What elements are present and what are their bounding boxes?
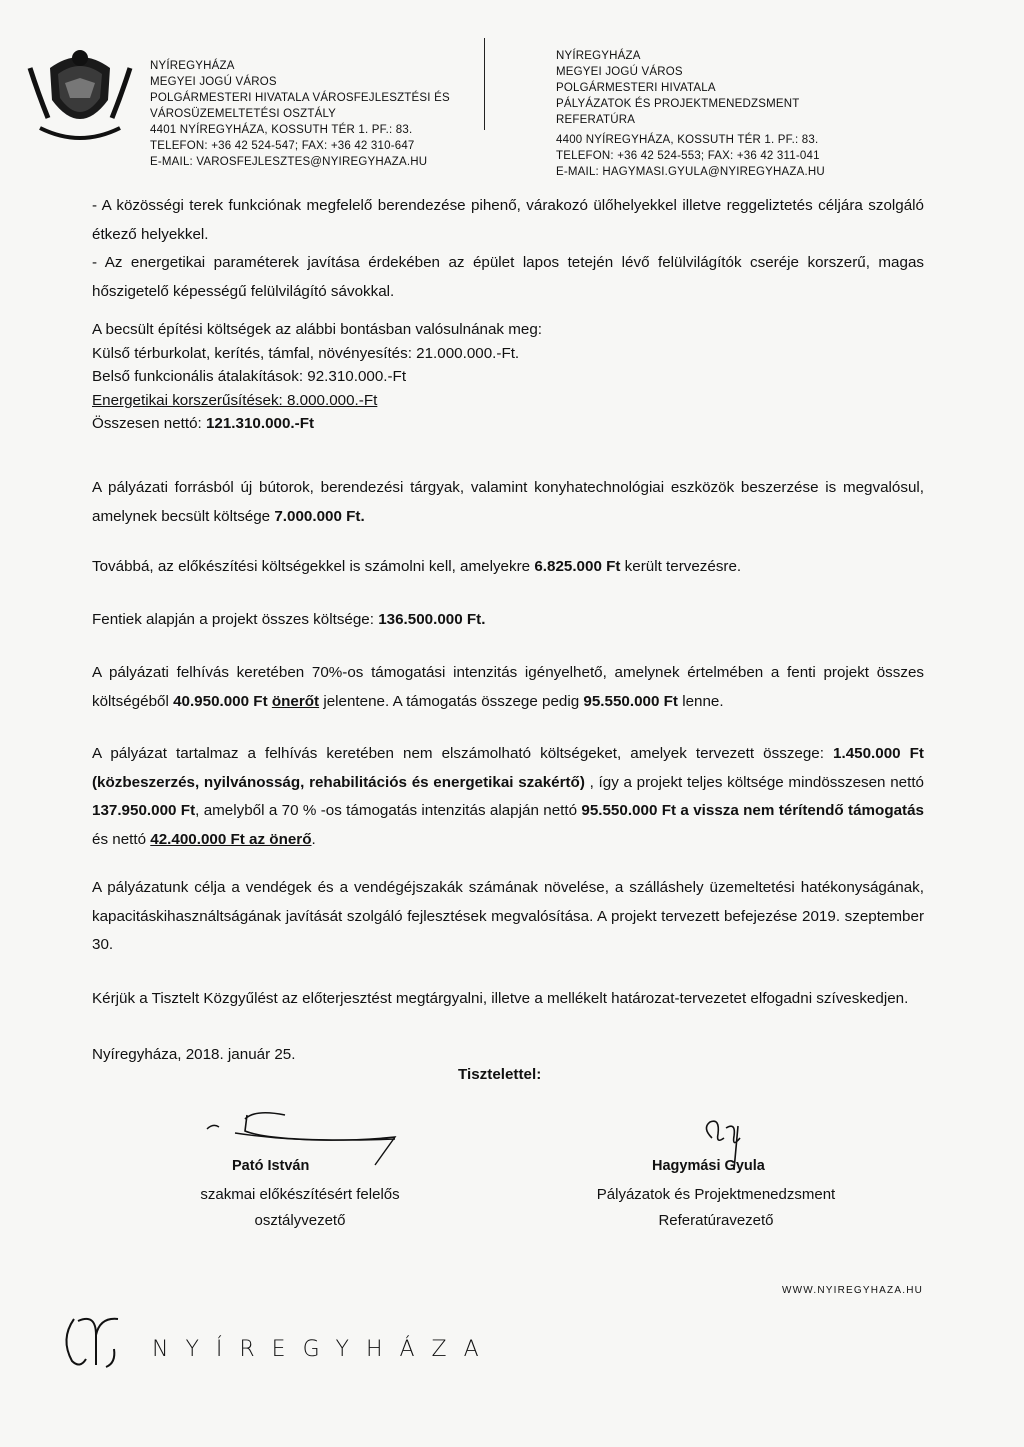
- amount: 42.400.000 Ft az önerő: [150, 830, 312, 848]
- paragraph-text: A pályázat tartalmaz a felhívás keretében nem elszámolható költségeket, amelyek tervezett összege:: [92, 745, 834, 762]
- signatory-right-role-line: Pályázatok és Projektmenedzsment: [596, 1186, 836, 1203]
- signatory-left-name: Pató István: [232, 1158, 310, 1174]
- signatory-left-role-line: osztályvezető: [254, 1212, 346, 1229]
- paragraph-text: , amelyből a 70 % -os támogatás intenzitás alapján nettó: [195, 802, 582, 819]
- cost-total-label: Összesen nettó:: [92, 415, 206, 432]
- amount: 95.550.000 Ft: [583, 692, 678, 710]
- header-right-line: TELEFON: +36 42 524-553; FAX: +36 42 311-041: [556, 150, 820, 162]
- closing-greeting: Tisztelettel:: [458, 1066, 542, 1083]
- bullet-item: - Az energetikai paraméterek javítása érdekében az épület lapos tetején lévő felülvilágítók cseréje korszerű, magas hőszigetelő képességű felülvilágító sávokkal.: [92, 254, 924, 300]
- amount: 136.500.000 Ft.: [378, 611, 486, 628]
- header-left-line: VÁROSÜZEMELTETÉSI OSZTÁLY: [150, 108, 337, 120]
- paragraph-request: [92, 985, 924, 1014]
- header-left-line: MEGYEI JOGÚ VÁROS: [150, 76, 277, 88]
- paragraph-text: és nettó: [92, 830, 151, 848]
- signatory-right-role-line: Referatúravezető: [658, 1212, 774, 1229]
- header-right-line: MEGYEI JOGÚ VÁROS: [556, 66, 683, 78]
- header-right-line: POLGÁRMESTERI HIVATALA: [556, 82, 716, 94]
- city-logo-icon: [56, 1305, 136, 1375]
- paragraph-support: [92, 659, 924, 716]
- header-left-line: POLGÁRMESTERI HIVATALA VÁROSFEJLESZTÉSI ÉS: [150, 92, 450, 104]
- header-right-line: REFERATÚRA: [556, 114, 636, 126]
- header-left-line: TELEFON: +36 42 524-547; FAX: +36 42 310-647: [150, 140, 415, 152]
- header-left-email: E-MAIL: VAROSFEJLESZTES@NYIREGYHAZA.HU: [150, 156, 428, 168]
- own-contribution: önerőt: [271, 692, 320, 710]
- paragraph-furniture: [92, 474, 924, 531]
- paragraph-text: , így a projekt teljes költsége mindösszesen nettó: [584, 773, 924, 791]
- amount: 7.000.000 Ft.: [274, 507, 365, 525]
- header-right-line: PÁLYÁZATOK ÉS PROJEKTMENEDZSMENT: [556, 98, 800, 110]
- header-divider: [484, 38, 485, 130]
- paragraph-goal: [92, 874, 924, 960]
- header-right-department: [556, 48, 886, 180]
- place-date: Nyíregyháza, 2018. január 25.: [92, 1046, 296, 1063]
- cost-total-value: 121.310.000.-Ft: [205, 415, 315, 432]
- amount: 95.550.000 Ft a vissza nem térítendő támogatás: [581, 802, 924, 819]
- paragraph-text: lenne.: [677, 692, 724, 710]
- signatory-right-role: [566, 1182, 866, 1234]
- signatory-left-role-line: szakmai előkészítésért felelős: [200, 1186, 400, 1203]
- paragraph-text: Kérjük a Tisztelt Közgyűlést az előterjesztést megtárgyalni, illetve a mellékelt határozat-tervezetet elfogadni szíveskedjen.: [92, 990, 909, 1007]
- paragraph-text: A pályázati forrásból új bútorok, berendezési tárgyak, valamint konyhatechnológiai eszközök beszerzése is megvalósul, amelynek becsült költsége: [92, 479, 924, 525]
- bullet-item: - A közösségi terek funkciónak megfelelő berendezése pihenő, várakozó ülőhelyekkel illetve reggeliztetés céljára szolgáló étkező helyekkel.: [92, 197, 924, 243]
- header-right-line: 4400 NYÍREGYHÁZA, KOSSUTH TÉR 1. PF.: 83.: [556, 134, 819, 146]
- footer-city-name: NYÍREGYHÁZA: [152, 1337, 496, 1362]
- cost-item: Energetikai korszerűsítések: 8.000.000.-Ft: [92, 391, 378, 409]
- paragraph-text: A pályázatunk célja a vendégek és a vendégéjszakák számának növelése, a szálláshely üzemeltetési hatékonyságának, kapacitáskihasználtságának javítását szolgáló fejlesztések megvalósítása. A projekt tervezett befejezése 2019. szeptember 30.: [92, 879, 924, 953]
- cost-total: [92, 412, 924, 436]
- paragraph-text: Fentiek alapján a projekt összes költsége:: [92, 611, 379, 628]
- amount: 6.825.000 Ft: [534, 558, 621, 575]
- paragraph-text: .: [311, 830, 316, 848]
- signatory-right-name: Hagymási Gyula: [652, 1158, 765, 1174]
- paragraph-text: került tervezésre.: [620, 558, 742, 575]
- amount: 1.450.000 Ft (közbeszerzés, nyilvánosság, rehabilitációs és energetikai szakértő): [92, 745, 924, 791]
- cost-breakdown: [92, 318, 924, 436]
- header-left-department: [150, 58, 480, 170]
- header-right-email: E-MAIL: HAGYMASI.GYULA@NYIREGYHAZA.HU: [556, 166, 825, 178]
- amount: 137.950.000 Ft: [92, 802, 196, 819]
- paragraph-preparation: [92, 553, 924, 582]
- signatory-left-role: [160, 1182, 440, 1234]
- cost-item: Külső térburkolat, kerítés, támfal, növényesítés: 21.000.000.-Ft.: [92, 344, 520, 362]
- website-link[interactable]: WWW.NYIREGYHAZA.HU: [782, 1285, 924, 1296]
- amount: 40.950.000 Ft: [173, 692, 272, 710]
- paragraph-text: jelentene. A támogatás összege pedig: [319, 692, 584, 710]
- paragraph-text: Továbbá, az előkészítési költségekkel is számolni kell, amelyekre: [92, 558, 535, 575]
- header-left-line: 4401 NYÍREGYHÁZA, KOSSUTH TÉR 1. PF.: 83.: [150, 124, 413, 136]
- paragraph-text: A pályázati felhívás keretében 70%-os támogatási intenzitás igényelhető, amelynek értelmében a fenti projekt összes költségéből: [92, 664, 924, 710]
- cost-item: Belső funkcionális átalakítások: 92.310.000.-Ft: [92, 368, 407, 385]
- city-crest-icon: [20, 38, 140, 158]
- header-right-line: NYÍREGYHÁZA: [556, 50, 641, 62]
- paragraph-total-cost: [92, 606, 924, 635]
- paragraph-non-eligible: [92, 740, 924, 854]
- bullet-list: [92, 192, 924, 306]
- cost-intro: A becsült építési költségek az alábbi bontásban valósulnának meg:: [92, 321, 543, 338]
- header-left-line: NYÍREGYHÁZA: [150, 60, 235, 72]
